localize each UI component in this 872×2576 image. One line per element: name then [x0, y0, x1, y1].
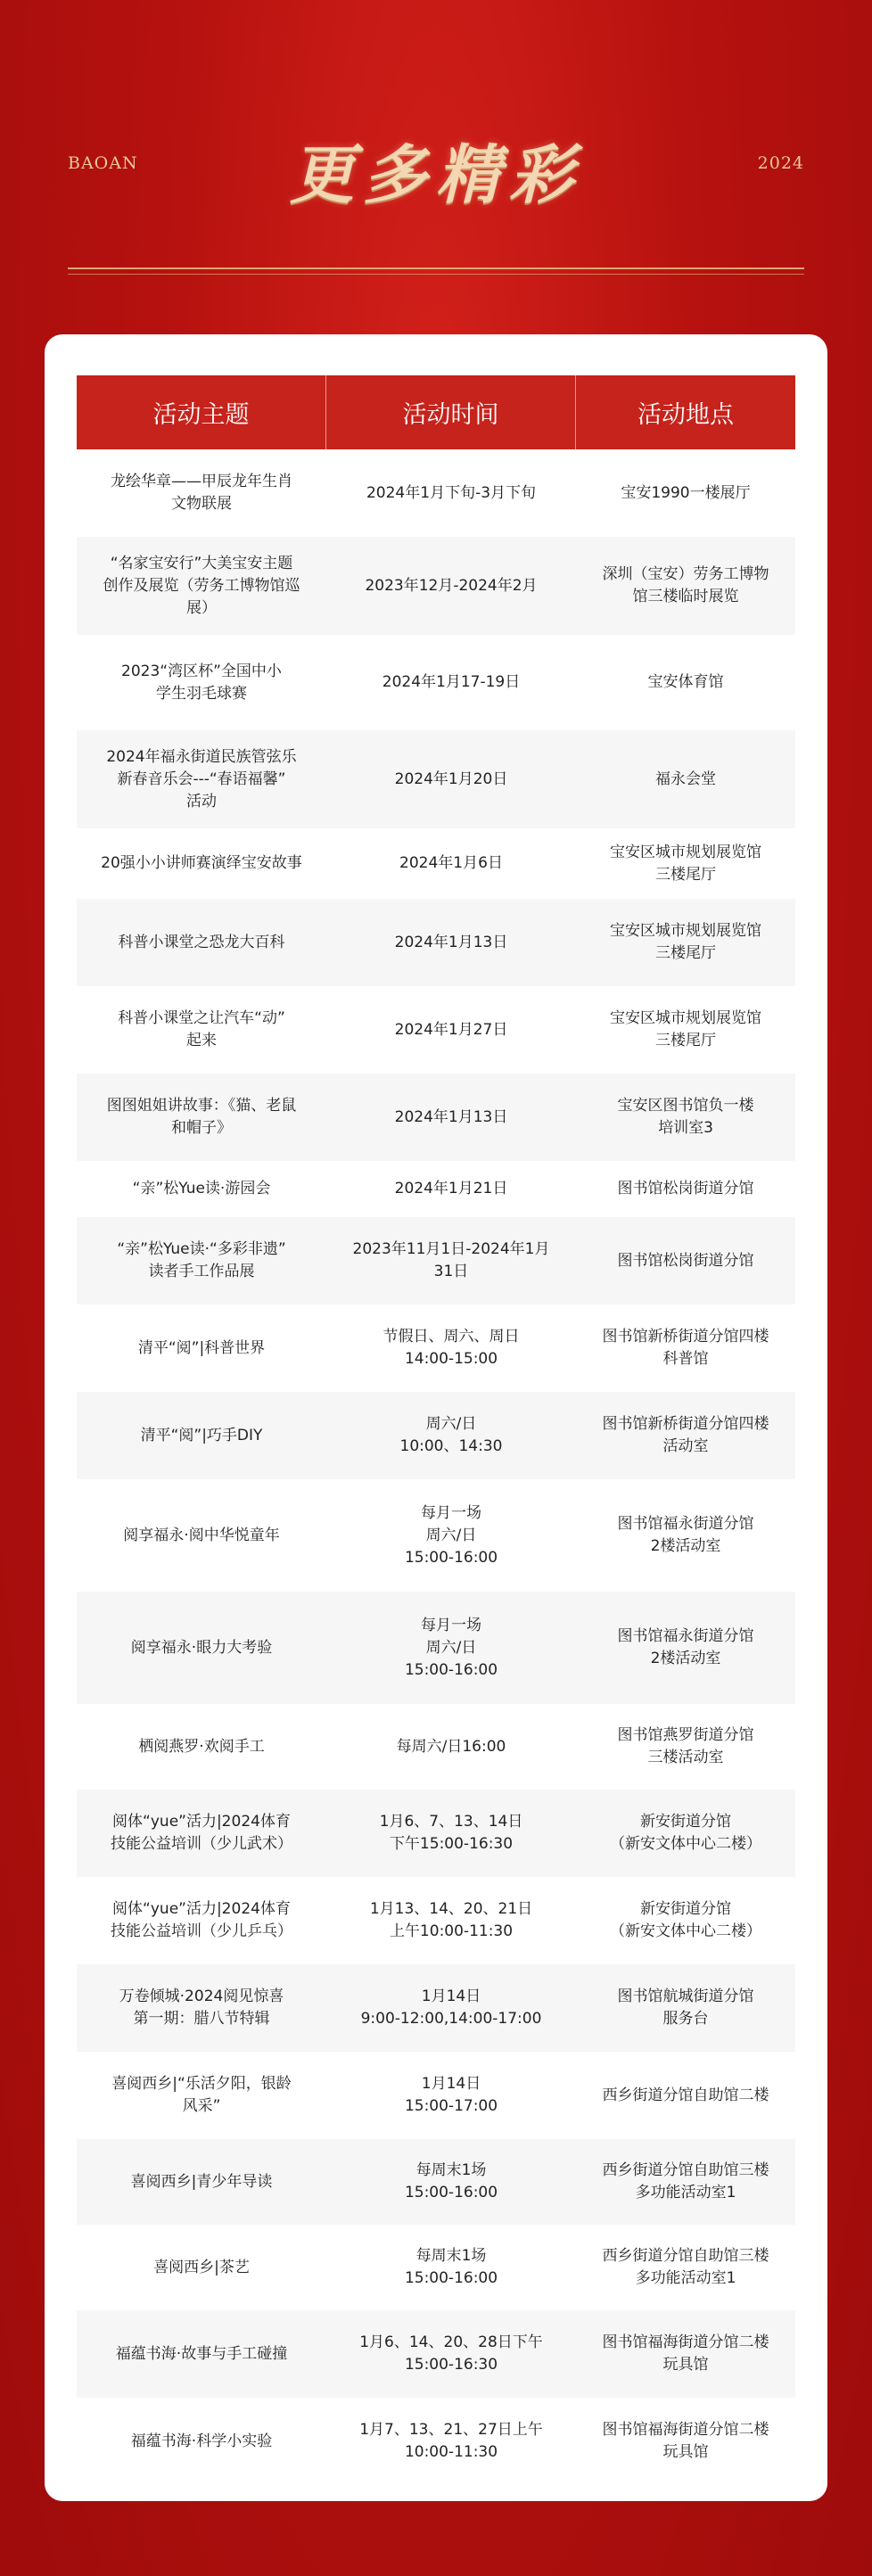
cell-place: 图书馆松岗街道分馆	[617, 1251, 754, 1270]
cell-place: 西乡街道分馆自助馆三楼 多功能活动室1	[602, 2161, 769, 2202]
year-label: 2024	[757, 153, 804, 173]
cell-theme: “亲”松Yue读·游园会	[132, 1180, 271, 1197]
cell-time: 2024年1月下旬-3月下旬	[366, 483, 537, 502]
cell-theme: 喜阅西乡|青少年导读	[130, 2172, 273, 2191]
cell-time: 2024年1月27日	[394, 1020, 508, 1039]
column-header-theme: 活动主题	[77, 375, 326, 449]
cell-theme: 图图姐姐讲故事：《猫、老鼠 和帽子》	[106, 1097, 297, 1137]
header-divider-thin	[68, 274, 804, 275]
header-divider	[68, 267, 804, 269]
cell-time: 1月14日 15:00-17:00	[404, 2075, 498, 2115]
table-row	[77, 986, 795, 1074]
page-header	[0, 0, 872, 285]
table-body	[77, 449, 795, 2485]
cell-time: 2023年12月-2024年2月	[365, 576, 538, 595]
table-row	[77, 828, 795, 899]
table-row	[77, 449, 795, 537]
cell-time: 1月7、13、21、27日上午 10:00-11:30	[359, 2421, 543, 2461]
events-table	[77, 375, 795, 2485]
table-row	[77, 1704, 795, 1790]
cell-place: 新安街道分馆 （新安文体中心二楼）	[610, 1813, 761, 1853]
cell-place: 图书馆福海街道分馆二楼 玩具馆	[602, 2333, 769, 2374]
cell-place: 福永会堂	[655, 770, 716, 788]
cell-place: 西乡街道分馆自助馆三楼 多功能活动室1	[602, 2247, 769, 2287]
column-header-time: 活动时间	[326, 375, 576, 449]
table-row	[77, 899, 795, 986]
table-row	[77, 1392, 795, 1479]
cell-time: 1月6、14、20、28日下午 15:00-16:30	[359, 2333, 543, 2374]
cell-theme: 龙绘华章——甲辰龙年生肖 文物联展	[111, 473, 292, 513]
cell-time: 1月14日 9:00-12:00,14:00-17:00	[360, 1988, 542, 2028]
table-row	[77, 2139, 795, 2225]
cell-time: 每周末1场 15:00-16:00	[404, 2161, 498, 2202]
cell-theme: 阅享福永·眼力大考验	[130, 1638, 273, 1657]
table-row	[77, 537, 795, 635]
cell-theme: 2023“湾区杯”全国中小 学生羽毛球赛	[121, 662, 282, 703]
table-row	[77, 1479, 795, 1592]
cell-theme: “亲”松Yue读·“多彩非遗” 读者手工作品展	[117, 1240, 286, 1280]
table-row	[77, 1161, 795, 1217]
cell-place: 图书馆福海街道分馆二楼 玩具馆	[602, 2421, 769, 2461]
column-header-place: 活动地点	[638, 401, 734, 429]
cell-place: 宝安体育馆	[647, 673, 724, 691]
cell-time: 2024年1月20日	[394, 770, 508, 788]
cell-theme: 喜阅西乡|“乐活夕阳，银龄 风采”	[111, 2075, 292, 2115]
table-row	[77, 1964, 795, 2052]
cell-theme: 福蕴书海·故事与手工碰撞	[115, 2344, 288, 2363]
cell-theme: 阅体“yue”活力|2024体育 技能公益培训（少儿武术）	[111, 1813, 292, 1853]
cell-time: 周六/日 10:00、14:30	[399, 1415, 503, 1455]
cell-time: 2024年1月17-19日	[382, 673, 521, 691]
cell-time: 2024年1月13日	[394, 933, 508, 951]
cell-place: 图书馆福永街道分馆 2楼活动室	[617, 1515, 754, 1555]
cell-time: 节假日、周六、周日 14:00-15:00	[383, 1328, 520, 1368]
cell-theme: 喜阅西乡|茶艺	[153, 2258, 250, 2276]
table-row	[77, 730, 795, 828]
cell-theme: 阅享福永·阅中华悦童年	[123, 1526, 280, 1544]
page-title: 更多精彩	[289, 136, 582, 212]
cell-place: 西乡街道分馆自助馆二楼	[602, 2086, 769, 2104]
cell-place: 图书馆航城街道分馆 服务台	[617, 1988, 754, 2028]
cell-theme: 清平“阅”|科普世界	[137, 1338, 266, 1357]
cell-place: 宝安区城市规划展览馆 三楼尾厅	[610, 843, 761, 884]
table-row	[77, 2398, 795, 2485]
cell-place: 图书馆松岗街道分馆	[617, 1180, 754, 1197]
cell-theme: 福蕴书海·科学小实验	[130, 2432, 273, 2450]
table-row	[77, 1217, 795, 1304]
cell-time: 2024年1月13日	[394, 1107, 508, 1126]
cell-place: 新安街道分馆 （新安文体中心二楼）	[610, 1900, 761, 1940]
cell-time: 每月一场 周六/日 15:00-16:00	[404, 1503, 498, 1567]
cell-theme: “名家宝安行”大美宝安主题 创作及展览（劳务工博物馆巡 展）	[103, 554, 300, 617]
cell-place: 图书馆新桥街道分馆四楼 科普馆	[602, 1328, 769, 1368]
cell-theme: 阅体“yue”活力|2024体育 技能公益培训（少儿乒乓）	[111, 1900, 292, 1940]
cell-time: 2024年1月21日	[394, 1180, 508, 1197]
cell-theme: 科普小课堂之恐龙大百科	[118, 933, 285, 951]
schedule-card	[45, 334, 827, 2501]
cell-time: 1月13、14、20、21日 上午10:00-11:30	[369, 1900, 533, 1940]
cell-place: 宝安区城市规划展览馆 三楼尾厅	[610, 922, 761, 962]
cell-place: 图书馆福永街道分馆 2楼活动室	[617, 1627, 754, 1667]
cell-time: 每周末1场 15:00-16:00	[404, 2247, 498, 2287]
cell-theme: 科普小课堂之让汽车“动” 起来	[118, 1009, 285, 1049]
cell-time: 2023年11月1日-2024年1月 31日	[352, 1240, 550, 1280]
table-row	[77, 1304, 795, 1392]
table-row	[77, 635, 795, 730]
cell-theme: 万卷倾城·2024阅见惊喜 第一期：腊八节特辑	[119, 1988, 284, 2028]
table-row	[77, 1592, 795, 1704]
cell-time: 每周六/日16:00	[396, 1737, 506, 1756]
cell-place: 宝安区城市规划展览馆 三楼尾厅	[610, 1009, 761, 1049]
table-row	[77, 1877, 795, 1964]
cell-theme: 2024年福永街道民族管弦乐 新春音乐会---“春语福馨” 活动	[106, 747, 297, 811]
cell-place: 图书馆燕罗街道分馆 三楼活动室	[617, 1726, 754, 1766]
cell-place: 图书馆新桥街道分馆四楼 活动室	[602, 1415, 769, 1455]
cell-time: 1月6、7、13、14日 下午15:00-16:30	[379, 1813, 523, 1853]
cell-time: 2024年1月6日	[399, 854, 503, 872]
cell-theme: 栖阅燕罗·欢阅手工	[138, 1737, 265, 1756]
cell-theme: 清平“阅”|巧手DIY	[140, 1426, 263, 1444]
cell-time: 每月一场 周六/日 15:00-16:00	[404, 1616, 498, 1679]
table-row	[77, 1074, 795, 1161]
table-row	[77, 1790, 795, 1877]
table-row	[77, 2225, 795, 2310]
table-row	[77, 2310, 795, 2398]
brand-label: BAOAN	[68, 153, 138, 173]
cell-place: 深圳（宝安）劳务工博物 馆三楼临时展览	[602, 565, 769, 605]
cell-theme: 20强小小讲师赛演绎宝安故事	[101, 854, 302, 872]
cell-place: 宝安1990一楼展厅	[621, 483, 751, 502]
table-header	[77, 375, 795, 449]
cell-place: 宝安区图书馆负一楼 培训室3	[617, 1097, 754, 1137]
table-row	[77, 2052, 795, 2139]
